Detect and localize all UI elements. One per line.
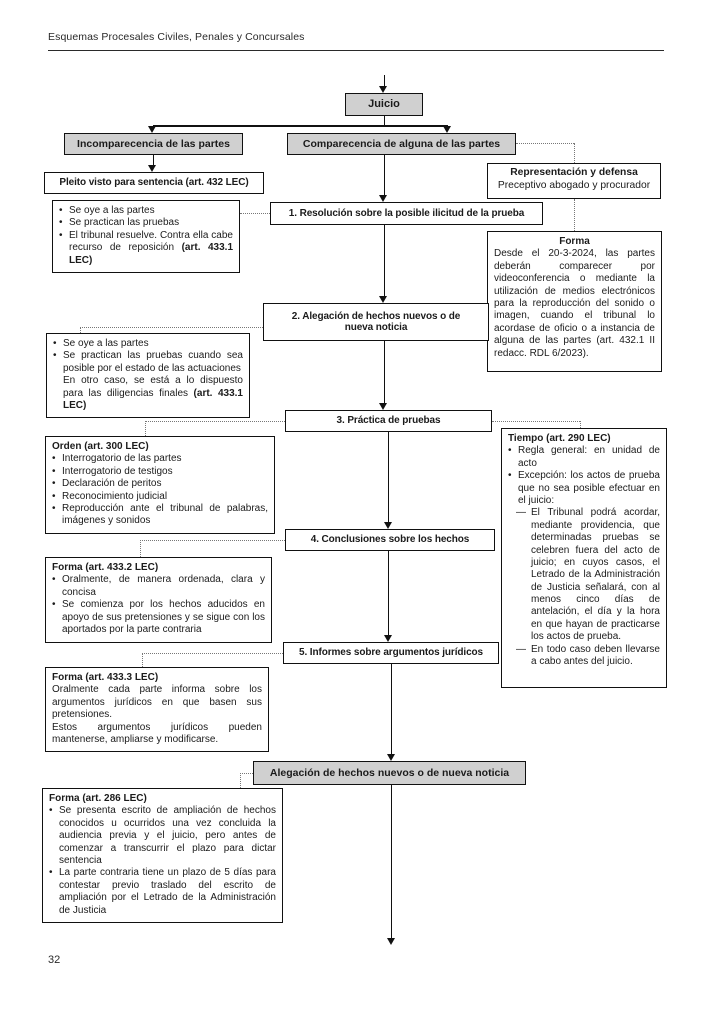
arrowhead-into-comparecencia — [443, 126, 451, 133]
node-step2 — [263, 303, 489, 341]
note-forma-4332 — [45, 557, 272, 643]
note-oye2-item-ref: (art. 433.1 LEC) — [63, 387, 243, 411]
arrowhead-into-step1 — [379, 195, 387, 202]
note-forma-286-title: Forma (art. 286 LEC) — [49, 793, 147, 804]
branch-hline — [153, 125, 448, 126]
node-incomparecencia — [64, 133, 243, 155]
note-forma-286-item: • Se presenta escrito de ampliación de hechos conocidos u ocurridos una vez concluida la audiencia previa y el juicio, pero antes de comenzar a transcurrir el plazo para dictar sentencia — [49, 805, 276, 867]
note-orden — [45, 436, 275, 534]
node-juicio — [345, 93, 423, 116]
page-number: 32 — [48, 954, 61, 966]
dotted-connector-oye2-step2 — [80, 327, 263, 328]
dotted-connector-representacion-v1 — [574, 143, 575, 163]
note-orden-item: • Reproducción ante el tribunal de palabras, imágenes y sonidos — [52, 503, 268, 528]
node-step1-label: 1. Resolución sobre la posible ilicitud de la prueba — [288, 207, 525, 219]
arrow-line-final — [391, 785, 392, 938]
node-step3 — [285, 410, 492, 432]
dotted-connector-forma4333-tick — [142, 653, 143, 667]
note-forma-4333-title: Forma (art. 433.3 LEC) — [52, 672, 159, 683]
note-oye1-item: • Se oye a las partes — [59, 205, 233, 217]
note-representacion-subtitle: Preceptivo abogado y procurador — [497, 179, 651, 191]
note-forma-comparecencia-title: Forma — [559, 236, 590, 247]
node-alegacion-final — [253, 761, 526, 785]
note-representacion-title: Representación y defensa — [510, 167, 638, 178]
node-juicio-label: Juicio — [368, 98, 400, 111]
dotted-connector-tiempo-step3 — [492, 421, 580, 422]
arrow-line-into-step2 — [384, 225, 385, 297]
note-orden-item: • Reconocimiento judicial — [52, 491, 268, 503]
note-oye1-item-ref: (art. 433.1 LEC) — [69, 242, 233, 266]
node-step1 — [270, 202, 543, 225]
note-forma-4332-item: • Se comienza por los hechos aducidos en apoyo de sus pretensiones y se sigue con los aportados por la parte contraria — [52, 599, 265, 636]
note-tiempo-item: • Excepción: los actos de prueba que no sea posible efectuar en el juicio: — [508, 470, 660, 507]
arrowhead-into-step5 — [384, 635, 392, 642]
note-orden-item: • Interrogatorio de las partes — [52, 453, 268, 465]
note-tiempo-item: • Regla general: en unidad de acto — [508, 445, 660, 470]
note-forma-286 — [42, 788, 283, 923]
arrowhead-into-step4 — [384, 522, 392, 529]
note-forma-4333 — [45, 667, 269, 752]
arrow-line-into-alegacion — [391, 664, 392, 754]
note-forma-4332-item: • Oralmente, de manera ordenada, clara y concisa — [52, 574, 265, 599]
note-tiempo — [501, 428, 667, 688]
note-oye2-item: • Se oye a las partes — [53, 338, 243, 350]
note-tiempo-subitem: — En todo caso deben llevarse a cabo antes del juicio. — [508, 644, 660, 669]
note-orden-title: Orden (art. 300 LEC) — [52, 441, 149, 452]
dotted-connector-forma286-h — [240, 773, 253, 774]
note-forma-comparecencia-text: Desde el 20-3-2024, las partes deberán comparecer por videoconferencia o mediante la utilización de medios electrónicos para la reproducción del sonido o imagen, cuando el tribunal lo acordase de oficio o a instancia de alguna de las partes (art. 432.1 II redacc. RDL 6/2023). — [494, 248, 655, 359]
dotted-connector-forma4332-tick — [140, 540, 141, 557]
note-oye2-item — [53, 375, 243, 412]
note-oye2-item: • Se practican las pruebas cuando sea posible por el estado de las actuaciones — [53, 350, 243, 375]
node-alegacion-final-label: Alegación de hechos nuevos o de nueva noticia — [269, 766, 510, 779]
node-pleito-visto — [44, 172, 264, 194]
arrowhead-into-pleito — [148, 165, 156, 172]
arrowhead-final — [387, 938, 395, 945]
note-oye1-item-text: El tribunal resuelve. Contra ella cabe recurso de reposición — [69, 229, 233, 254]
note-forma-comparecencia — [487, 231, 662, 372]
dotted-connector-forma4333-step5 — [142, 653, 283, 654]
arrowhead-into-incomparecencia — [148, 126, 156, 133]
arrow-line-into-step4 — [388, 432, 389, 522]
note-forma-286-item: • La parte contraria tiene un plazo de 5 días para contestar previo traslado del escrito de ampliación por el Letrado de la Administración de Justicia — [49, 867, 276, 917]
node-step4-label: 4. Conclusiones sobre los hechos — [310, 534, 470, 546]
arrow-line-into-step1 — [384, 155, 385, 196]
node-incomparecencia-label: Incomparecencia de las partes — [77, 137, 230, 150]
node-step5 — [283, 642, 499, 664]
note-oye1 — [52, 200, 240, 273]
dotted-connector-forma286-v — [240, 773, 241, 788]
node-step5-label: 5. Informes sobre argumentos jurídicos — [298, 647, 484, 659]
note-forma-4332-title: Forma (art. 433.2 LEC) — [52, 562, 159, 573]
dotted-connector-orden-step3 — [145, 421, 285, 422]
dotted-connector-representacion-v2 — [574, 199, 575, 231]
note-oye2-item-text: En otro caso, se está a lo dispuesto para las diligencias finales — [63, 375, 243, 399]
arrowhead-into-alegacion — [387, 754, 395, 761]
node-comparecencia — [287, 133, 516, 155]
node-step3-label: 3. Práctica de pruebas — [336, 415, 441, 427]
node-comparecencia-label: Comparecencia de alguna de las partes — [302, 137, 501, 150]
dotted-connector-forma4332-step4 — [140, 540, 285, 541]
header-rule — [48, 50, 664, 51]
note-orden-item: • Declaración de peritos — [52, 478, 268, 490]
note-forma-4333-para: Estos argumentos jurídicos pueden mantenerse, ampliarse y modificarse. — [52, 721, 262, 745]
dotted-connector-tiempo-tick — [580, 421, 581, 428]
node-step4 — [285, 529, 495, 551]
note-oye1-item: • Se practican las pruebas — [59, 217, 233, 229]
arrowhead-into-step2 — [379, 296, 387, 303]
note-forma-4333-para: Oralmente cada parte informa sobre los argumentos jurídicos en que basen sus pretensiones. — [52, 684, 262, 721]
note-representacion — [487, 163, 661, 199]
note-tiempo-title: Tiempo (art. 290 LEC) — [508, 433, 611, 444]
note-orden-item: • Interrogatorio de testigos — [52, 466, 268, 478]
dotted-connector-comparecencia-representacion — [516, 143, 574, 144]
note-oye1-item — [59, 230, 233, 267]
note-tiempo-subitem: — El Tribunal podrá acordar, mediante providencia, que determinadas pruebas se celebren fuera del acto de juicio; en cuyos casos, el Letrado de la Administración de Justicia señalará, con al menos cinco días de antelación, el día y la hora en que hayan de practicarse los actos de prueba. — [508, 507, 660, 643]
dotted-connector-oye1-step1 — [240, 213, 270, 214]
arrow-line-into-step3 — [384, 341, 385, 403]
dotted-connector-orden-tick — [145, 421, 146, 436]
note-oye2 — [46, 333, 250, 418]
node-pleito-visto-label: Pleito visto para sentencia (art. 432 LEC) — [59, 177, 249, 189]
arrow-line-into-step5 — [388, 551, 389, 635]
page-header-title: Esquemas Procesales Civiles, Penales y Concursales — [48, 31, 305, 43]
node-step2-label: 2. Alegación de hechos nuevos o de nueva noticia — [291, 310, 461, 333]
arrowhead-into-juicio — [379, 86, 387, 93]
arrowhead-into-step3 — [379, 403, 387, 410]
